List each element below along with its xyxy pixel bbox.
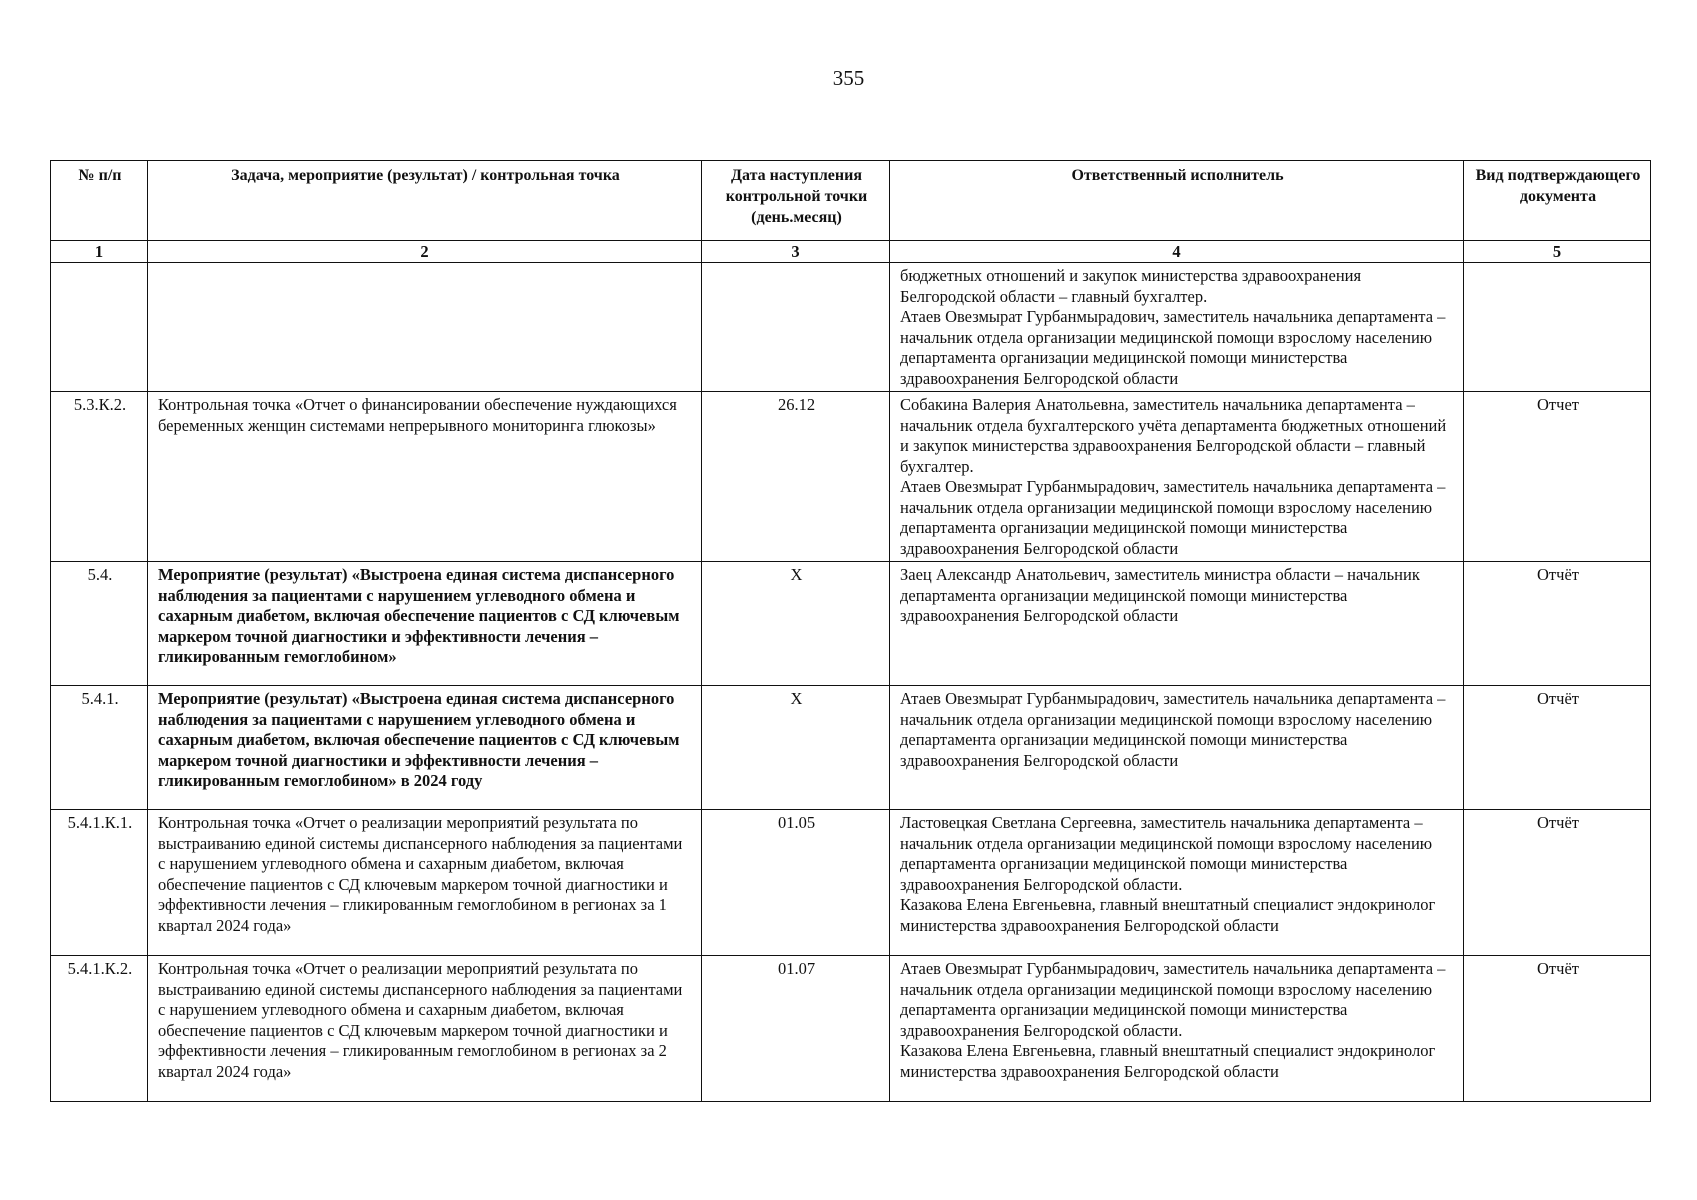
row-executor: бюджетных отношений и закупок министерства здравоохранения Белгородской области – главный бухгалтер. Атаев Овезмырат Гурбанмырадович, заместитель начальника департамента – начальник отдела организации медицинской помощи взрослому населению департамента организации медицинской помощи министерства здравоохранения Белгородской области bbox=[890, 263, 1464, 392]
row-executor: Атаев Овезмырат Гурбанмырадович, заместитель начальника департамента – начальник отдела организации медицинской помощи взрослому населению департамента организации медицинской помощи министерства здравоохранения Белгородской области. Казакова Елена Евгеньевна, главный внештатный специалист эндокринолог министерства здравоохранения Белгородской области bbox=[890, 956, 1464, 1102]
row-document: Отчёт bbox=[1464, 810, 1651, 956]
row-number: 5.3.К.2. bbox=[51, 392, 148, 562]
row-date: 01.05 bbox=[702, 810, 890, 956]
row-task: Контрольная точка «Отчет о реализации мероприятий результата по выстраиванию единой системы диспансерного наблюдения за пациентами с нарушением углеводного обмена и сахарным диабетом, включая обеспечение пациентов с СД ключевым маркером точной диагностики и эффективности лечения – гликированным гемоглобином в регионах за 1 квартал 2024 года» bbox=[148, 810, 702, 956]
column-number: 1 bbox=[51, 241, 148, 263]
column-number: 3 bbox=[702, 241, 890, 263]
row-document: Отчет bbox=[1464, 392, 1651, 562]
header-task: Задача, мероприятие (результат) / контрольная точка bbox=[148, 161, 702, 241]
header-date: Дата наступления контрольной точки (день.месяц) bbox=[702, 161, 890, 241]
row-task: Мероприятие (результат) «Выстроена единая система диспансерного наблюдения за пациентами с нарушением углеводного обмена и сахарным диабетом, включая обеспечение пациентов с СД ключевым маркером точной диагностики и эффективности лечения – гликированным гемоглобином» в 2024 году bbox=[148, 686, 702, 810]
header-row bbox=[51, 161, 1651, 241]
row-number: 5.4.1.К.1. bbox=[51, 810, 148, 956]
row-document: Отчёт bbox=[1464, 956, 1651, 1102]
row-task bbox=[148, 263, 702, 392]
column-number: 5 bbox=[1464, 241, 1651, 263]
header-document: Вид подтверждающего документа bbox=[1464, 161, 1651, 241]
row-number: 5.4.1.К.2. bbox=[51, 956, 148, 1102]
row-document: Отчёт bbox=[1464, 686, 1651, 810]
row-executor: Ластовецкая Светлана Сергеевна, заместитель начальника департамента – начальник отдела организации медицинской помощи взрослому населению департамента организации медицинской помощи министерства здравоохранения Белгородской области. Казакова Елена Евгеньевна, главный внештатный специалист эндокринолог министерства здравоохранения Белгородской области bbox=[890, 810, 1464, 956]
column-number-row bbox=[51, 241, 1651, 263]
table-row bbox=[51, 810, 1651, 956]
column-number: 2 bbox=[148, 241, 702, 263]
page-number: 355 bbox=[832, 66, 865, 90]
row-document bbox=[1464, 263, 1651, 392]
header-number: № п/п bbox=[51, 161, 148, 241]
row-number: 5.4. bbox=[51, 562, 148, 686]
table-row bbox=[51, 562, 1651, 686]
row-date: Х bbox=[702, 562, 890, 686]
row-document: Отчёт bbox=[1464, 562, 1651, 686]
row-date: 01.07 bbox=[702, 956, 890, 1102]
row-task: Контрольная точка «Отчет о финансировании обеспечение нуждающихся беременных женщин системами непрерывного мониторинга глюкозы» bbox=[148, 392, 702, 562]
table-row bbox=[51, 263, 1651, 392]
row-task: Мероприятие (результат) «Выстроена единая система диспансерного наблюдения за пациентами с нарушением углеводного обмена и сахарным диабетом, включая обеспечение пациентов с СД ключевым маркером точной диагностики и эффективности лечения – гликированным гемоглобином» bbox=[148, 562, 702, 686]
row-date: Х bbox=[702, 686, 890, 810]
table-row bbox=[51, 956, 1651, 1102]
row-executor: Собакина Валерия Анатольевна, заместитель начальника департамента – начальник отдела бухгалтерского учёта департамента бюджетных отношений и закупок министерства здравоохранения Белгородской области – главный бухгалтер. Атаев Овезмырат Гурбанмырадович, заместитель начальника департамента – начальник отдела организации медицинской помощи взрослому населению департамента организации медицинской помощи министерства здравоохранения Белгородской области bbox=[890, 392, 1464, 562]
row-task: Контрольная точка «Отчет о реализации мероприятий результата по выстраиванию единой системы диспансерного наблюдения за пациентами с нарушением углеводного обмена и сахарным диабетом, включая обеспечение пациентов с СД ключевым маркером точной диагностики и эффективности лечения – гликированным гемоглобином в регионах за 2 квартал 2024 года» bbox=[148, 956, 702, 1102]
row-executor: Атаев Овезмырат Гурбанмырадович, заместитель начальника департамента – начальник отдела организации медицинской помощи взрослому населению департамента организации медицинской помощи министерства здравоохранения Белгородской области bbox=[890, 686, 1464, 810]
row-number: 5.4.1. bbox=[51, 686, 148, 810]
table-row bbox=[51, 392, 1651, 562]
row-date bbox=[702, 263, 890, 392]
row-date: 26.12 bbox=[702, 392, 890, 562]
row-executor: Заец Александр Анатольевич, заместитель министра области – начальник департамента организации медицинской помощи министерства здравоохранения Белгородской области bbox=[890, 562, 1464, 686]
control-points-table bbox=[50, 160, 1651, 1102]
column-number: 4 bbox=[890, 241, 1464, 263]
table-row bbox=[51, 686, 1651, 810]
header-executor: Ответственный исполнитель bbox=[890, 161, 1464, 241]
row-number bbox=[51, 263, 148, 392]
